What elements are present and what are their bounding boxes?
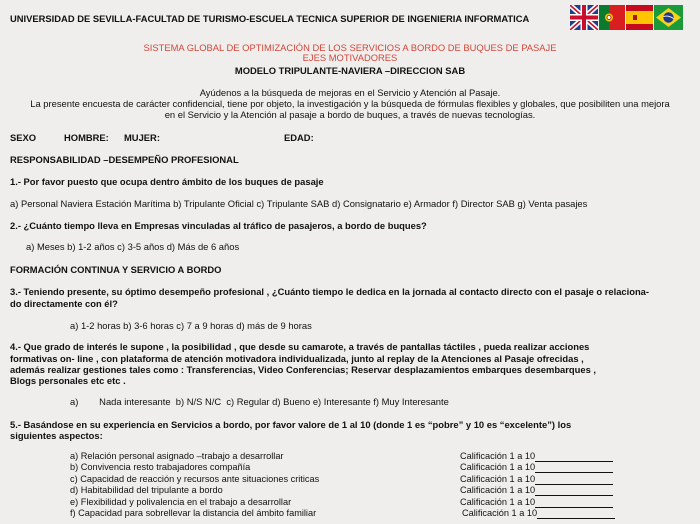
rating-field[interactable] [460,462,613,473]
question-3-line-1: 3.- Teniendo presente, su óptimo desempeño profesional , ¿Cuánto tiempo le dedica en la jornada al contacto directo con el pasaje o relaciona- [10,286,650,297]
question-4-line-4: Blogs personales etc etc . [10,375,126,386]
rating-blank-line[interactable] [535,475,613,485]
rating-label: Calificación 1 a 10 [460,485,536,496]
rating-field[interactable] [460,474,613,485]
rating-field[interactable] [460,451,613,462]
survey-title: SISTEMA GLOBAL DE OPTIMIZACIÓN DE LOS SERVICIOS A BORDO DE BUQUES DE PASAJE [143,42,557,53]
rating-field[interactable] [462,508,615,519]
rating-blank-line[interactable] [537,509,615,519]
question-4-options[interactable]: a) Nada interesante b) N/S N/C c) Regular d) Bueno e) Interesante f) Muy Interesante [70,396,449,407]
rating-field[interactable] [460,485,613,496]
hombre-field[interactable]: HOMBRE: [64,132,109,143]
intro-line-2: La presente encuesta de carácter confidencial, tiene por objeto, la investigación y la búsqueda de fórmulas flexibles y globales, que posibiliten una mejora [30,98,670,109]
sexo-label: SEXO [10,132,37,143]
rating-item-label: a) Relación personal asignado –trabajo a desarrollar [70,451,284,461]
rating-field[interactable] [460,497,613,508]
question-3-line-2: do directamente con él? [10,298,118,309]
question-3-options[interactable]: a) 1-2 horas b) 3-6 horas c) 7 a 9 horas d) más de 9 horas [70,320,312,331]
mujer-field[interactable]: MUJER: [124,132,160,143]
intro-line-3: en el Servicio y la Atención al pasaje a bordo de buques, a través de nuevas tecnologías. [164,109,536,120]
question-2: 2.- ¿Cuánto tiempo lleva en Empresas vinculadas al tráfico de pasajeros, a bordo de buques? [10,220,427,231]
question-2-options[interactable]: a) Meses b) 1-2 años c) 3-5 años d) Más de 6 años [26,241,240,252]
rating-label: Calificación 1 a 10 [460,451,536,461]
rating-blank-line[interactable] [535,498,613,508]
section-responsabilidad: RESPONSABILIDAD –DESEMPEÑO PROFESIONAL [10,154,239,165]
rating-item-label: e) Flexibilidad y polivalencia en el trabajo a desarrollar [70,496,292,507]
institution-header: UNIVERSIDAD DE SEVILLA-FACULTAD DE TURISMO-ESCUELA TECNICA SUPERIOR DE INGENIERIA INFORMATICA [10,13,530,24]
question-5-line-2: siguientes aspectos: [10,430,103,441]
question-4-line-1: 4.- Que grado de interés le supone , la posibilidad , que desde su camarote, a través de pantallas táctiles , pueda realizar acciones [10,341,590,352]
rating-item-label: d) Habitabilidad del tripulante a bordo [70,485,223,496]
section-formacion: FORMACIÓN CONTINUA Y SERVICIO A BORDO [10,264,222,275]
rating-item-label: f) Capacidad para sobrellevar la distancia del ámbito familiar [70,508,317,518]
question-1-options[interactable]: a) Personal Naviera Estación Marítima b) Tripulante Oficial c) Tripulante SAB d) Consignatario e) Armador f) Director SAB g) Venta pasajes [10,198,588,209]
spain-flag-icon[interactable] [626,5,653,30]
question-5-line-1: 5.- Basándose en su experiencia en Servicios a bordo, por favor valore de 1 al 10 (donde 1 es “pobre” y 10 es “excelente”) los [10,419,572,430]
survey-subtitle: EJES MOTIVADORES [302,52,398,63]
edad-field[interactable]: EDAD: [284,132,314,143]
brazil-flag-icon[interactable] [654,5,683,30]
intro-line-1: Ayúdenos a la búsqueda de mejoras en el Servicio y Atención al Pasaje. [199,87,501,98]
question-1: 1.- Por favor puesto que ocupa dentro ámbito de los buques de pasaje [10,176,324,187]
question-4-line-3: además realizar gestiones tales como : Transferencias, Video Conferencias; Reservar desplazamientos embarques desembarques , [10,364,597,375]
rating-blank-line[interactable] [535,486,613,496]
uk-flag-icon[interactable] [570,5,598,30]
portugal-flag-icon[interactable] [599,5,625,30]
rating-item-label: c) Capacidad de reacción y recursos ante situaciones criticas [70,473,320,484]
rating-label: Calificación 1 a 10 [460,496,536,507]
rating-label: Calificación 1 a 10 [462,508,538,518]
question-4-line-2: formativas on- line , con plataforma de atención motivadora individualizada, junto al replay de la Atenciones al Pasaje ofrecidas , [10,353,584,364]
rating-blank-line[interactable] [535,463,613,473]
rating-label: Calificación 1 a 10 [460,462,536,473]
rating-label: Calificación 1 a 10 [460,473,536,484]
rating-item-label: b) Convivencia resto trabajadores compañía [70,462,251,473]
model-title: MODELO TRIPULANTE-NAVIERA –DIRECCION SAB [234,65,466,76]
rating-blank-line[interactable] [535,452,613,462]
